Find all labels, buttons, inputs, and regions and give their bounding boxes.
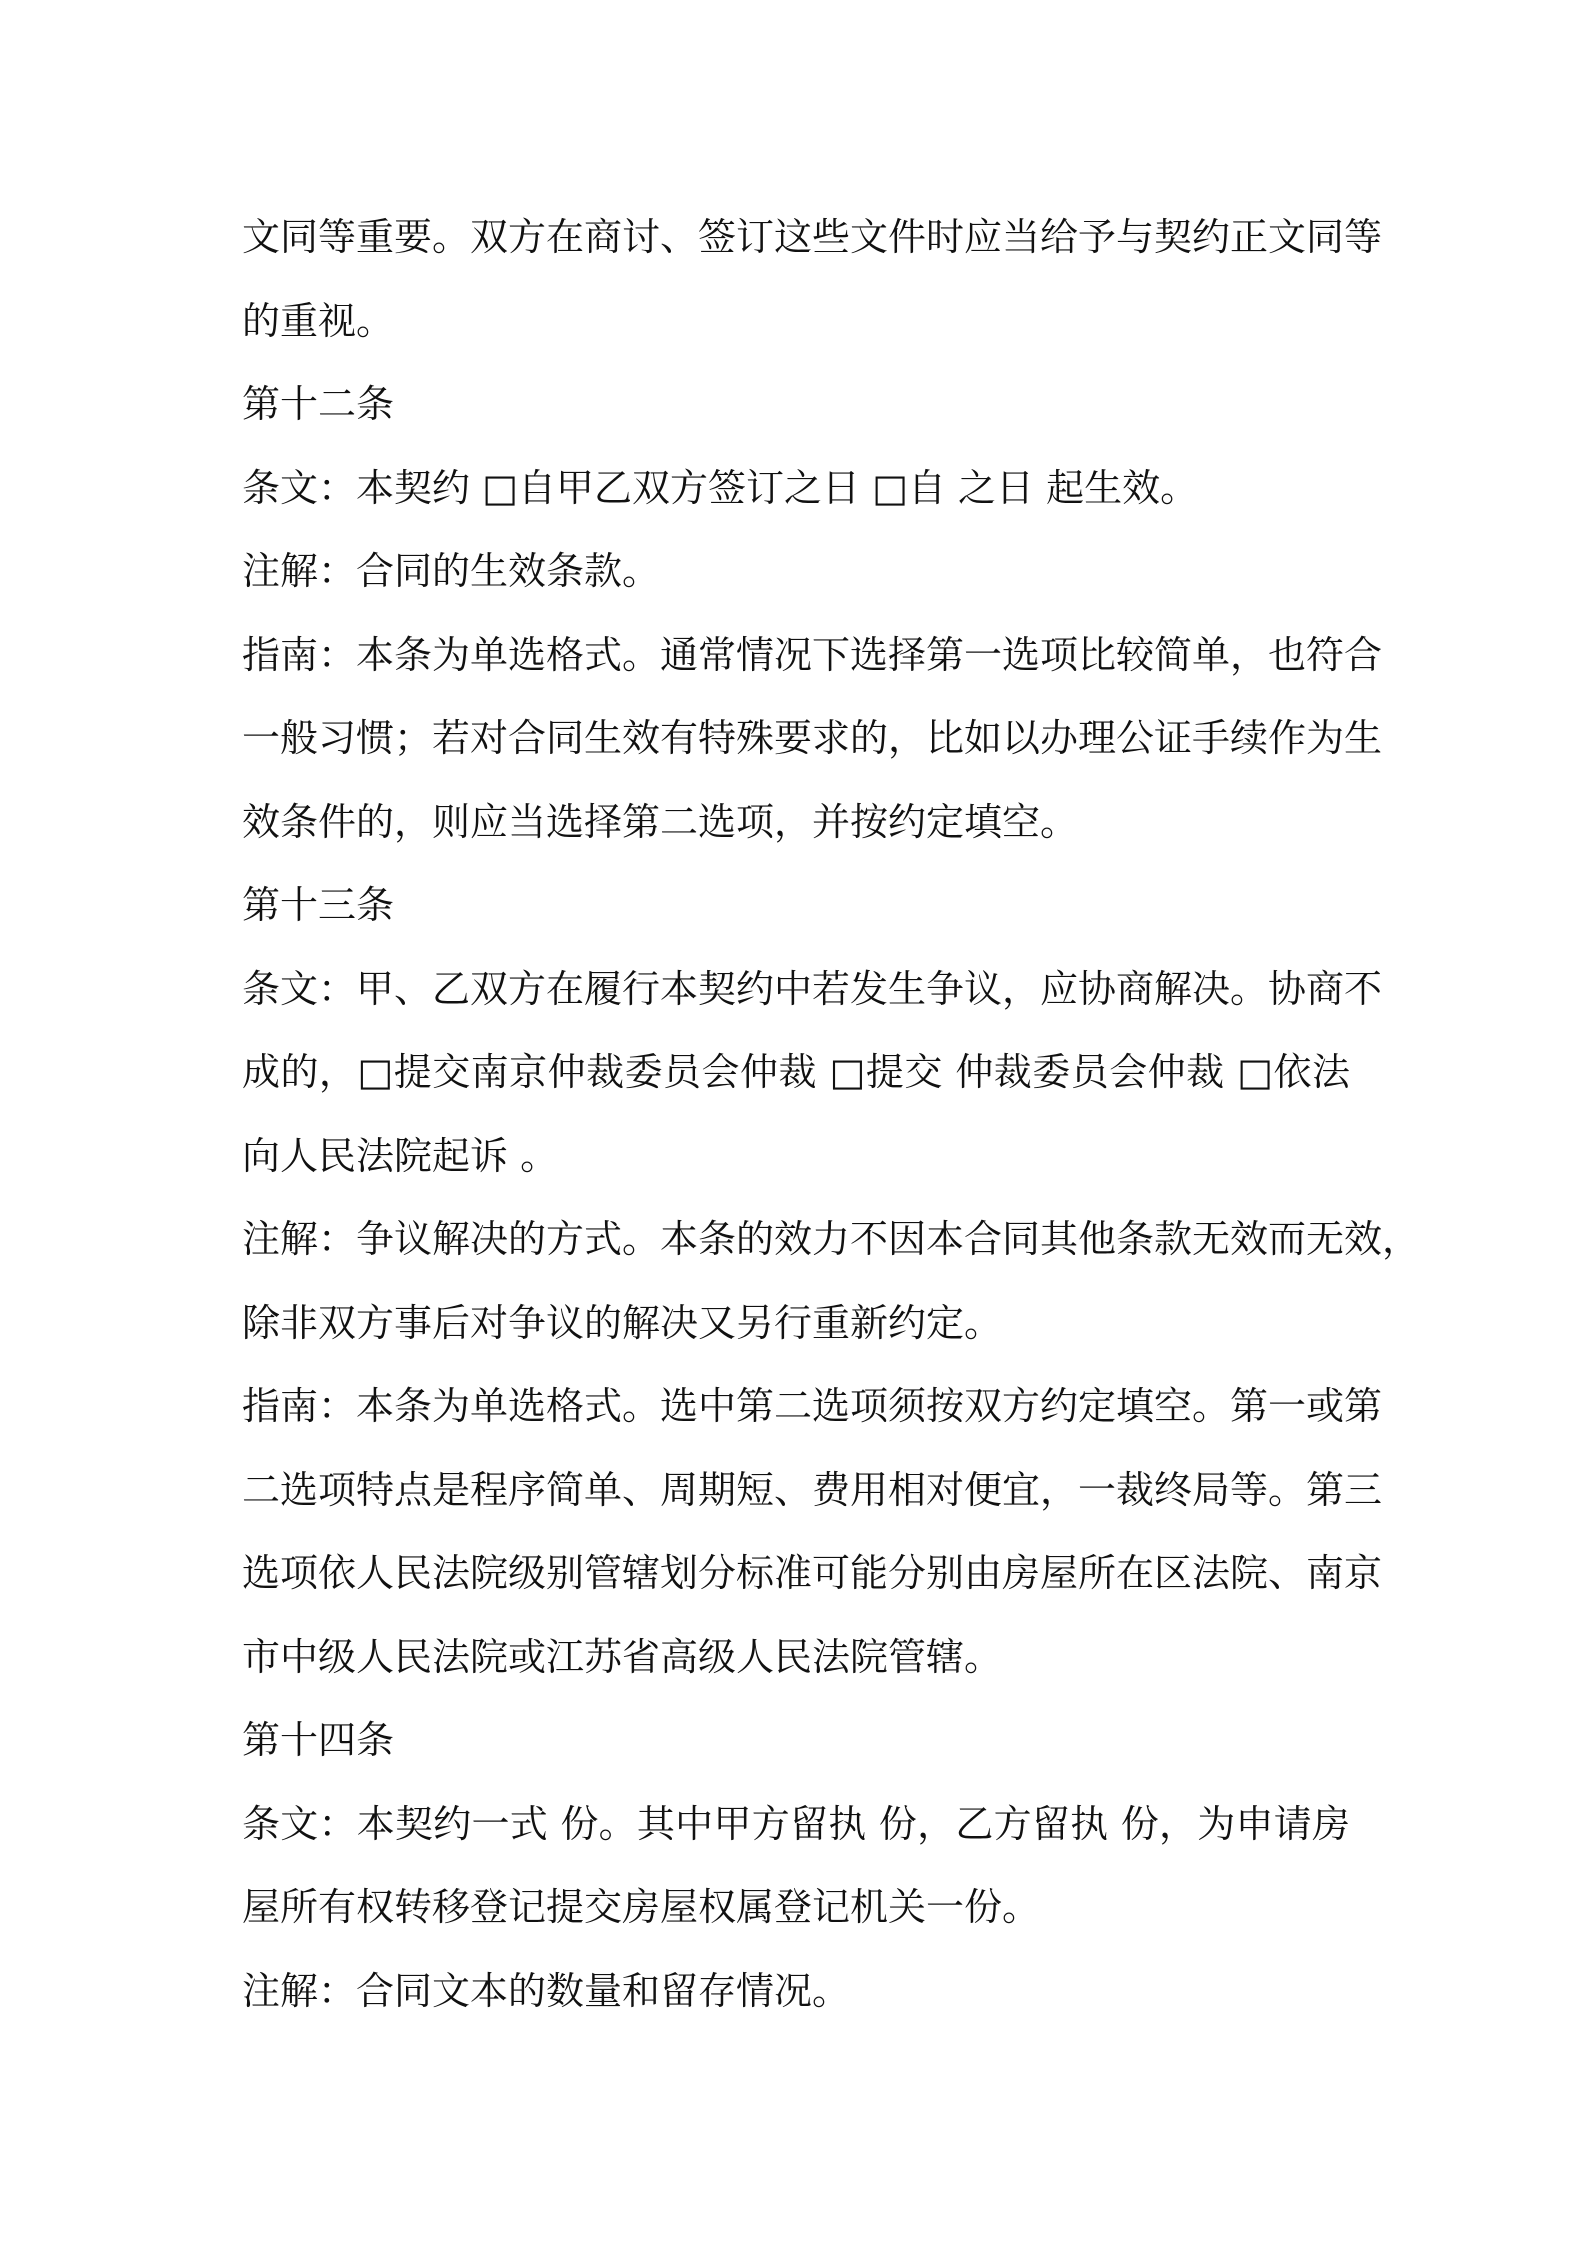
article-text-line: 条文：本契约一式 份。其中甲方留执 份，乙方留执 份，为申请房: [242, 1801, 1350, 1846]
guide-line: 指南：本条为单选格式。通常情况下选择第一选项比较简单，也符合: [242, 632, 1383, 677]
guide-line: 指南：本条为单选格式。选中第二选项须按双方约定填空。第一或第: [242, 1384, 1383, 1428]
guide-line: 二选项特点是程序简单、周期短、费用相对便宜，一裁终局等。第三: [242, 1467, 1383, 1512]
annotation-line: 除非双方事后对争议的解决又另行重新约定。: [242, 1300, 1003, 1345]
guide-line: 市中级人民法院或江苏省高级人民法院管辖。: [242, 1634, 1003, 1679]
paragraph-line: 的重视。: [242, 298, 395, 343]
annotation-line: 注解：合同的生效条款。: [242, 549, 661, 593]
article-heading: 第十四条: [242, 1718, 395, 1762]
article-text-line: 成的，□提交南京仲裁委员会仲裁 □提交 仲裁委员会仲裁 □依法: [242, 1050, 1350, 1094]
annotation-line: 注解：争议解决的方式。本条的效力不因本合同其他条款无效而无效，: [242, 1217, 1421, 1261]
guide-line: 选项依人民法院级别管辖划分标准可能分别由房屋所在区法院、南京: [242, 1551, 1383, 1595]
guide-line: 一般习惯；若对合同生效有特殊要求的，比如以办理公证手续作为生: [242, 716, 1383, 760]
guide-line: 效条件的，则应当选择第二选项，并按约定填空。: [242, 799, 1079, 844]
paragraph-line: 文同等重要。双方在商讨、签订这些文件时应当给予与契约正文同等: [242, 215, 1383, 259]
document-body: [242, 196, 1421, 2033]
article-heading: 第十二条: [242, 382, 395, 426]
article-text-line: 屋所有权转移登记提交房屋权属登记机关一份。: [242, 1885, 1041, 1929]
article-text-line: 向人民法院起诉 。: [242, 1133, 559, 1178]
article-heading: 第十三条: [242, 883, 395, 927]
article-text-line: 条文：甲、乙双方在履行本契约中若发生争议，应协商解决。协商不: [242, 966, 1383, 1011]
annotation-line: 注解：合同文本的数量和留存情况。: [242, 1968, 851, 2013]
article-text-line: 条文：本契约 □自甲乙双方签订之日 □自 之日 起生效。: [242, 465, 1199, 510]
